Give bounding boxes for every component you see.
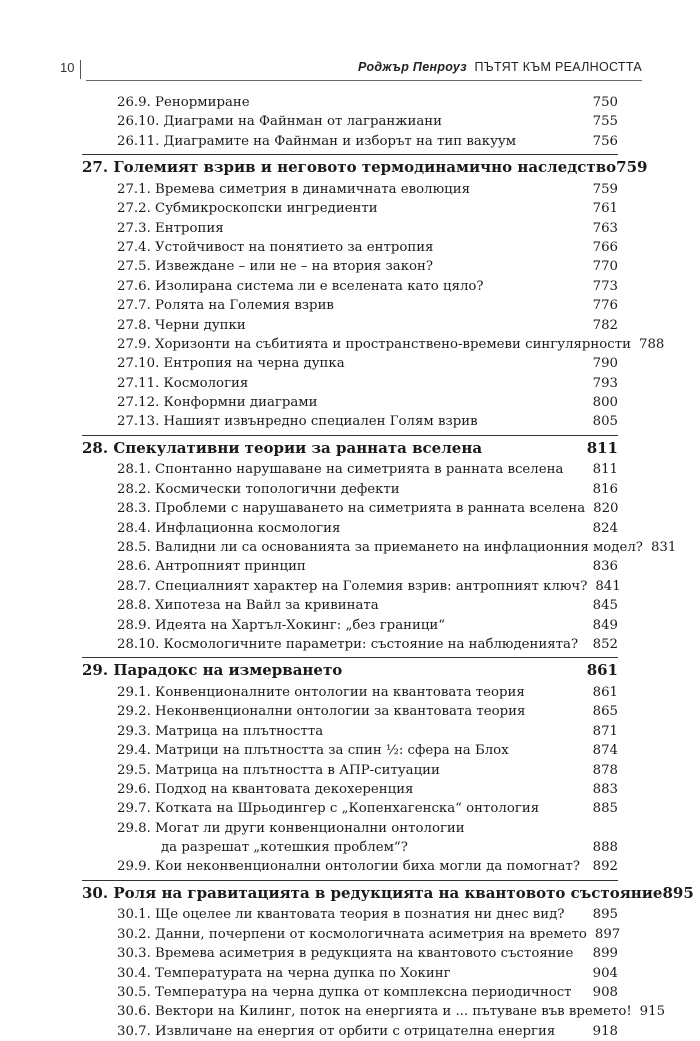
toc-entry-page-number: 874 bbox=[592, 743, 618, 759]
toc-entry-title: 30.7. Извличане на енергия от орбити с отрицателна енергия bbox=[117, 1023, 556, 1039]
author-name: Роджър Пенроуз bbox=[357, 60, 467, 74]
toc-section-entry bbox=[82, 480, 618, 499]
toc-entry-title: 30.6. Вектори на Килинг, поток на енергията и ... пътуване във времето! bbox=[117, 1004, 632, 1020]
toc-entry-title: 28.4. Инфлационна космология bbox=[117, 520, 341, 536]
toc-entry-title: 28.9. Идеята на Хартъл-Хокинг: „без граници“ bbox=[117, 617, 446, 633]
toc-section-entry bbox=[82, 374, 618, 393]
toc-entry-title: 30.1. Ще оцелее ли квантовата теория в познатия ни днес вид? bbox=[117, 907, 565, 923]
toc-entry-page-number: 883 bbox=[592, 781, 618, 797]
toc-chapter-heading bbox=[82, 154, 648, 180]
toc-entry-page-number: 861 bbox=[586, 661, 618, 680]
toc-entry-page-number: 897 bbox=[594, 926, 621, 942]
toc-entry-title: 28.8. Хипотеза на Вайл за кривината bbox=[117, 598, 379, 614]
toc-entry-page-number: 805 bbox=[592, 414, 618, 430]
toc-entry-page-number: 878 bbox=[592, 762, 618, 778]
toc-entry-title: 27.11. Космология bbox=[117, 375, 249, 391]
toc-section-entry bbox=[82, 722, 618, 741]
toc-entry-title: 28.5. Валидни ли са основанията за приемането на инфлационния модел? bbox=[117, 540, 643, 555]
toc-entry-title: 27.3. Ентропия bbox=[117, 220, 224, 236]
toc-entry-page-number: 871 bbox=[592, 723, 618, 739]
toc-entry-title: 28.10. Космологичните параметри: състояние на наблюденията? bbox=[117, 636, 579, 652]
toc-section-entry bbox=[82, 944, 618, 963]
toc-entry-title: 29.5. Матрица на плътността в АПР-ситуации bbox=[117, 762, 440, 778]
toc-entry-page-number: 770 bbox=[592, 259, 618, 275]
toc-entry-title: 26.10. Диаграми на Файнман от лагранжиани bbox=[117, 114, 443, 130]
toc-section-entry bbox=[82, 819, 618, 858]
toc-entry-page-number: 908 bbox=[592, 985, 618, 1001]
toc-entry-page-number: 831 bbox=[650, 540, 677, 555]
toc-entry-page-number: 763 bbox=[592, 220, 618, 236]
toc-section-entry bbox=[82, 1022, 618, 1041]
toc-entry-title: 27.7. Ролята на Големия взрив bbox=[117, 298, 334, 314]
toc-entry-title: 28.6. Антропният принцип bbox=[117, 559, 306, 575]
toc-chapter-heading bbox=[82, 880, 694, 906]
toc-chapter-heading bbox=[82, 657, 618, 683]
toc-entry-page-number: 755 bbox=[592, 114, 618, 130]
toc-entry-page-number: 761 bbox=[592, 201, 618, 217]
toc-section-entry bbox=[82, 741, 618, 760]
toc-chapter-heading bbox=[82, 435, 618, 461]
toc-entry-title: 27.6. Изолирана система ли е вселената като цяло? bbox=[117, 278, 484, 294]
toc-section-entry bbox=[82, 296, 618, 315]
toc-entry-title: 28.1. Спонтанно нарушаване на симетрията в ранната вселена bbox=[117, 462, 564, 478]
toc-section-entry bbox=[82, 277, 618, 296]
toc-entry-title: 27.2. Субмикроскопски ингредиенти bbox=[117, 201, 378, 217]
toc-entry-title: 29.1. Конвенционалните онтологии на квантовата теория bbox=[117, 684, 525, 700]
toc-section-entry bbox=[82, 702, 618, 721]
toc-entry-title: 30. Роля на гравитацията в редукцията на квантовото състояние bbox=[82, 883, 663, 902]
toc-entry-page-number: 845 bbox=[592, 598, 618, 614]
toc-entry-page-number: 766 bbox=[592, 239, 618, 255]
toc-entry-title: 30.3. Времева асиметрия в редукцията на квантовото състояние bbox=[117, 946, 574, 962]
toc-entry-page-number: 820 bbox=[593, 501, 619, 517]
toc-entry-title: 27.13. Нашият извънредно специален Голям взрив bbox=[117, 414, 478, 430]
toc-entry-page-number: 904 bbox=[592, 965, 618, 981]
toc-entry-page-number: 756 bbox=[592, 133, 618, 149]
toc-entry-page-number: 782 bbox=[592, 317, 618, 333]
toc-entry-title: 29.2. Неконвенционални онтологии за квантовата теория bbox=[117, 704, 526, 720]
toc-entry-page-number: 865 bbox=[592, 704, 618, 720]
toc-section-entry bbox=[82, 857, 618, 876]
toc-entry-title: 29. Парадокс на измерването bbox=[82, 661, 343, 680]
toc-entry-title: 30.4. Температурата на черна дупка по Хокинг bbox=[117, 965, 451, 981]
toc-section-entry bbox=[82, 393, 618, 412]
toc-entry-title: 28.2. Космически топологични дефекти bbox=[117, 481, 400, 497]
table-of-contents bbox=[82, 93, 694, 1041]
toc-section-entry bbox=[82, 499, 618, 518]
toc-entry-title: 28.3. Проблеми с нарушаването на симетрията в ранната вселена bbox=[117, 501, 586, 517]
toc-entry-page-number: 918 bbox=[592, 1023, 618, 1039]
toc-entry-page-number: 759 bbox=[592, 181, 618, 197]
toc-entry-title: 29.8. Могат ли други конвенционални онтологии bbox=[117, 820, 465, 836]
toc-entry-title: 27.4. Устойчивост на понятието за ентропия bbox=[117, 239, 434, 255]
toc-section-entry bbox=[82, 316, 618, 335]
toc-section-entry bbox=[82, 983, 618, 1002]
toc-entry-title: 27.12. Конформни диаграми bbox=[117, 395, 318, 411]
toc-entry-title: 29.3. Матрица на плътността bbox=[117, 723, 324, 739]
toc-section-entry bbox=[82, 257, 618, 276]
toc-section-entry bbox=[82, 616, 618, 635]
toc-entry-title: 29.4. Матрици на плътността за спин ½: сфера на Блох bbox=[117, 743, 509, 759]
toc-entry-page-number: 895 bbox=[592, 907, 618, 923]
toc-entry-page-number: 759 bbox=[616, 158, 648, 177]
page-header bbox=[60, 60, 642, 82]
toc-entry-title: 28.7. Специалният характер на Големия взрив: антропният ключ? bbox=[117, 578, 588, 594]
toc-entry-page-number: 773 bbox=[592, 278, 618, 294]
toc-entry-title-continuation: да разрешат „котешкия проблем“? bbox=[161, 840, 408, 856]
toc-entry-page-number: 861 bbox=[592, 684, 618, 700]
toc-entry-page-number: 852 bbox=[592, 636, 618, 652]
toc-entry-page-number: 811 bbox=[592, 462, 618, 478]
toc-section-entry bbox=[82, 761, 618, 780]
header-divider bbox=[80, 60, 81, 79]
toc-entry-title: 26.11. Диаграмите на Файнман и изборът на тип вакуум bbox=[117, 133, 517, 149]
toc-section-entry bbox=[82, 683, 618, 702]
toc-entry-page-number: 790 bbox=[592, 356, 618, 372]
toc-section-entry bbox=[82, 132, 618, 151]
toc-section-entry bbox=[82, 905, 618, 924]
toc-section-entry bbox=[82, 199, 618, 218]
toc-section-entry bbox=[82, 238, 618, 257]
toc-entry-page-number: 841 bbox=[595, 578, 621, 594]
toc-section-entry bbox=[82, 780, 618, 799]
toc-entry-page-number: 836 bbox=[592, 559, 618, 575]
header-rule bbox=[86, 80, 642, 81]
toc-entry-title: 27.5. Извеждане – или не – на втория закон? bbox=[117, 259, 434, 275]
book-title: ПЪТЯТ КЪМ РЕАЛНОСТТА bbox=[474, 60, 642, 74]
toc-entry-title: 27.8. Черни дупки bbox=[117, 317, 246, 333]
toc-section-entry bbox=[82, 219, 618, 238]
toc-section-entry bbox=[82, 557, 618, 576]
toc-section-entry bbox=[82, 538, 677, 557]
toc-section-entry bbox=[82, 635, 618, 654]
toc-entry-page-number: 885 bbox=[592, 801, 618, 817]
toc-entry-page-number: 788 bbox=[638, 336, 665, 352]
toc-entry-title: 29.9. Кои неконвенционални онтологии биха могли да помогнат? bbox=[117, 859, 580, 875]
toc-section-entry bbox=[82, 925, 621, 944]
toc-entry-page-number: 824 bbox=[592, 520, 618, 536]
toc-section-entry bbox=[82, 412, 618, 431]
toc-section-entry bbox=[82, 1002, 666, 1021]
toc-section-entry bbox=[82, 354, 618, 373]
toc-entry-title: 26.9. Ренормиране bbox=[117, 95, 250, 110]
toc-entry-page-number: 915 bbox=[639, 1004, 666, 1020]
toc-section-entry bbox=[82, 577, 621, 596]
toc-entry-title: 28. Спекулативни теории за ранната вселена bbox=[82, 438, 483, 457]
page-number: 10 bbox=[60, 60, 75, 75]
toc-entry-page-number: 892 bbox=[592, 859, 618, 875]
toc-entry-title: 27.9. Хоризонти на събитията и пространствено-времеви сингулярности bbox=[117, 336, 631, 352]
toc-entry-title: 27.1. Времева симетрия в динамичната еволюция bbox=[117, 181, 470, 197]
toc-entry-page-number: 888 bbox=[592, 840, 618, 856]
toc-entry-page-number: 899 bbox=[592, 946, 618, 962]
toc-entry-page-number: 800 bbox=[592, 395, 618, 411]
toc-entry-title: 30.5. Температура на черна дупка от комплексна периодичност bbox=[117, 985, 572, 1001]
toc-entry-page-number: 793 bbox=[592, 375, 618, 391]
toc-entry-page-number: 895 bbox=[662, 883, 694, 902]
toc-section-entry bbox=[82, 596, 618, 615]
toc-section-entry bbox=[82, 519, 618, 538]
toc-section-entry bbox=[82, 964, 618, 983]
toc-section-entry bbox=[82, 93, 618, 112]
toc-entry-page-number: 816 bbox=[592, 481, 618, 497]
toc-entry-page-number: 811 bbox=[586, 438, 618, 457]
toc-section-entry bbox=[82, 335, 665, 354]
toc-section-entry bbox=[82, 180, 618, 199]
toc-entry-page-number: 750 bbox=[592, 95, 618, 110]
toc-entry-title: 27.10. Ентропия на черна дупка bbox=[117, 356, 345, 372]
toc-entry-page-number: 849 bbox=[592, 617, 618, 633]
toc-entry-title: 30.2. Данни, почерпени от космологичната асиметрия на времето bbox=[117, 926, 587, 942]
toc-entry-title: 27. Големият взрив и неговото термодинамично наследство bbox=[82, 158, 617, 177]
toc-section-entry bbox=[82, 112, 618, 131]
toc-entry-title: 29.7. Котката на Шрьодингер с „Копенхагенска“ онтология bbox=[117, 801, 540, 817]
toc-section-entry bbox=[82, 460, 618, 479]
running-title bbox=[358, 60, 642, 74]
toc-entry-title: 29.6. Подход на квантовата декохеренция bbox=[117, 781, 414, 797]
toc-entry-page-number: 776 bbox=[592, 298, 618, 314]
toc-section-entry bbox=[82, 799, 618, 818]
